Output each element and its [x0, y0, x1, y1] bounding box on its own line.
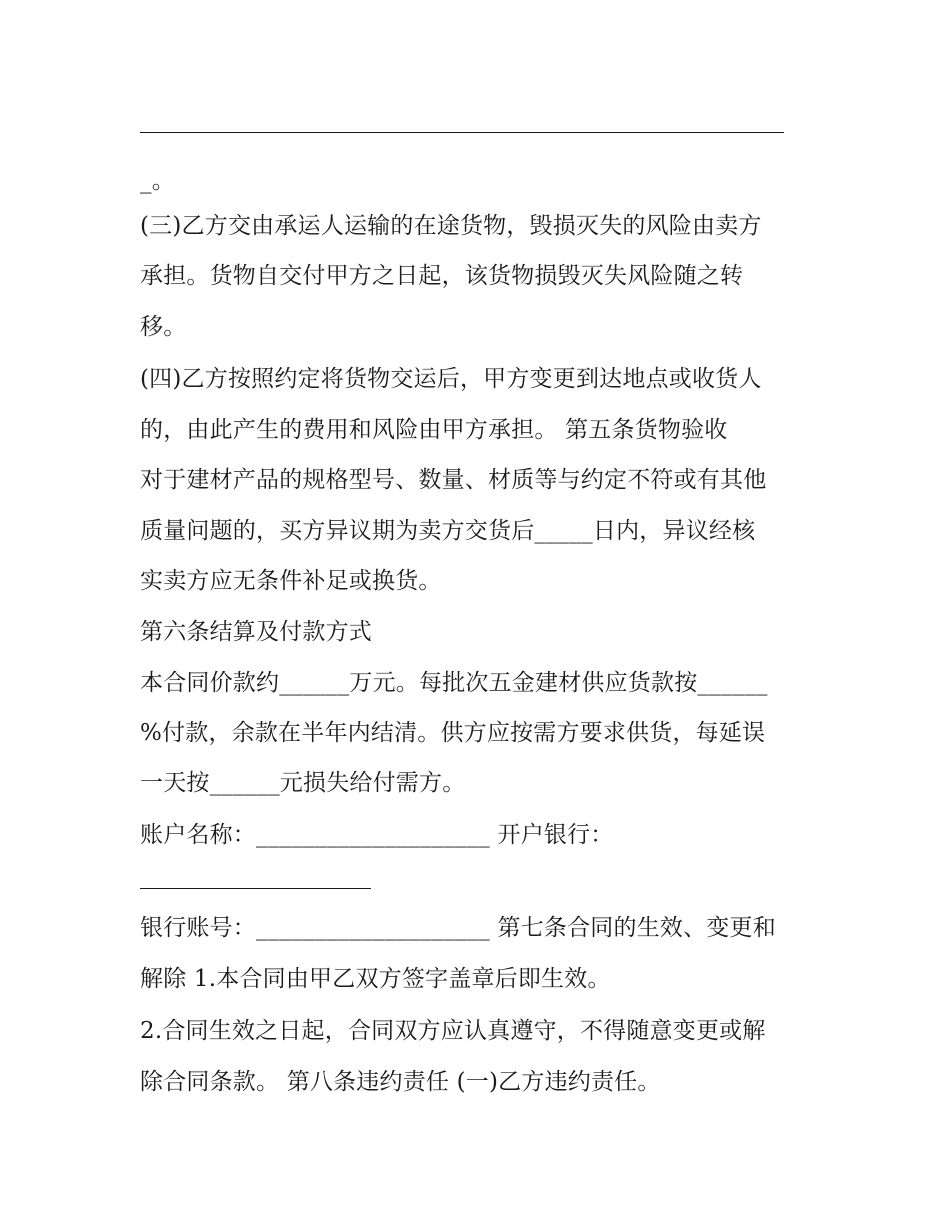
- text-line-1: _。: [140, 168, 175, 194]
- text-line-16: 解除 1.本合同由甲乙双方签字盖章后即生效。: [140, 966, 611, 992]
- text-line-11: 本合同价款约______万元。每批次五金建材供应货款按______: [140, 670, 768, 696]
- text-line-14: 账户名称：____________________ 开户银行：: [140, 822, 614, 848]
- text-line-18: 除合同条款。 第八条违约责任 (一)乙方违约责任。: [140, 1069, 661, 1095]
- text-line-9: 实卖方应无条件补足或换货。: [140, 568, 442, 594]
- text-line-6: 的，由此产生的费用和风险由甲方承担。 第五条货物验收: [140, 417, 728, 443]
- text-line-5: (四)乙方按照约定将货物交运后，甲方变更到达地点或收货人: [140, 366, 762, 392]
- text-line-2: (三)乙方交由承运人运输的在途货物，毁损灭失的风险由卖方: [140, 213, 762, 239]
- blank-fill-line-bank: [140, 888, 371, 889]
- text-line-17: 2.合同生效之日起，合同双方应认真遵守，不得随意变更或解: [140, 1018, 766, 1044]
- text-line-7: 对于建材产品的规格型号、数量、材质等与约定不符或有其他: [140, 467, 767, 493]
- text-line-12: %付款，余款在半年内结清。供方应按需方要求供货，每延误: [140, 720, 766, 746]
- text-line-8: 质量问题的，买方异议期为卖方交货后_____日内，异议经核: [140, 518, 756, 544]
- blank-fill-line-top: [140, 132, 784, 133]
- text-line-13: 一天按______元损失给付需方。: [140, 770, 466, 796]
- text-line-15: 银行账号：____________________ 第七条合同的生效、变更和: [140, 915, 776, 941]
- text-line-3: 承担。货物自交付甲方之日起，该货物损毁灭失风险随之转: [140, 263, 744, 289]
- text-line-4: 移。: [140, 314, 187, 340]
- section-heading-6: 第六条结算及付款方式: [140, 619, 372, 645]
